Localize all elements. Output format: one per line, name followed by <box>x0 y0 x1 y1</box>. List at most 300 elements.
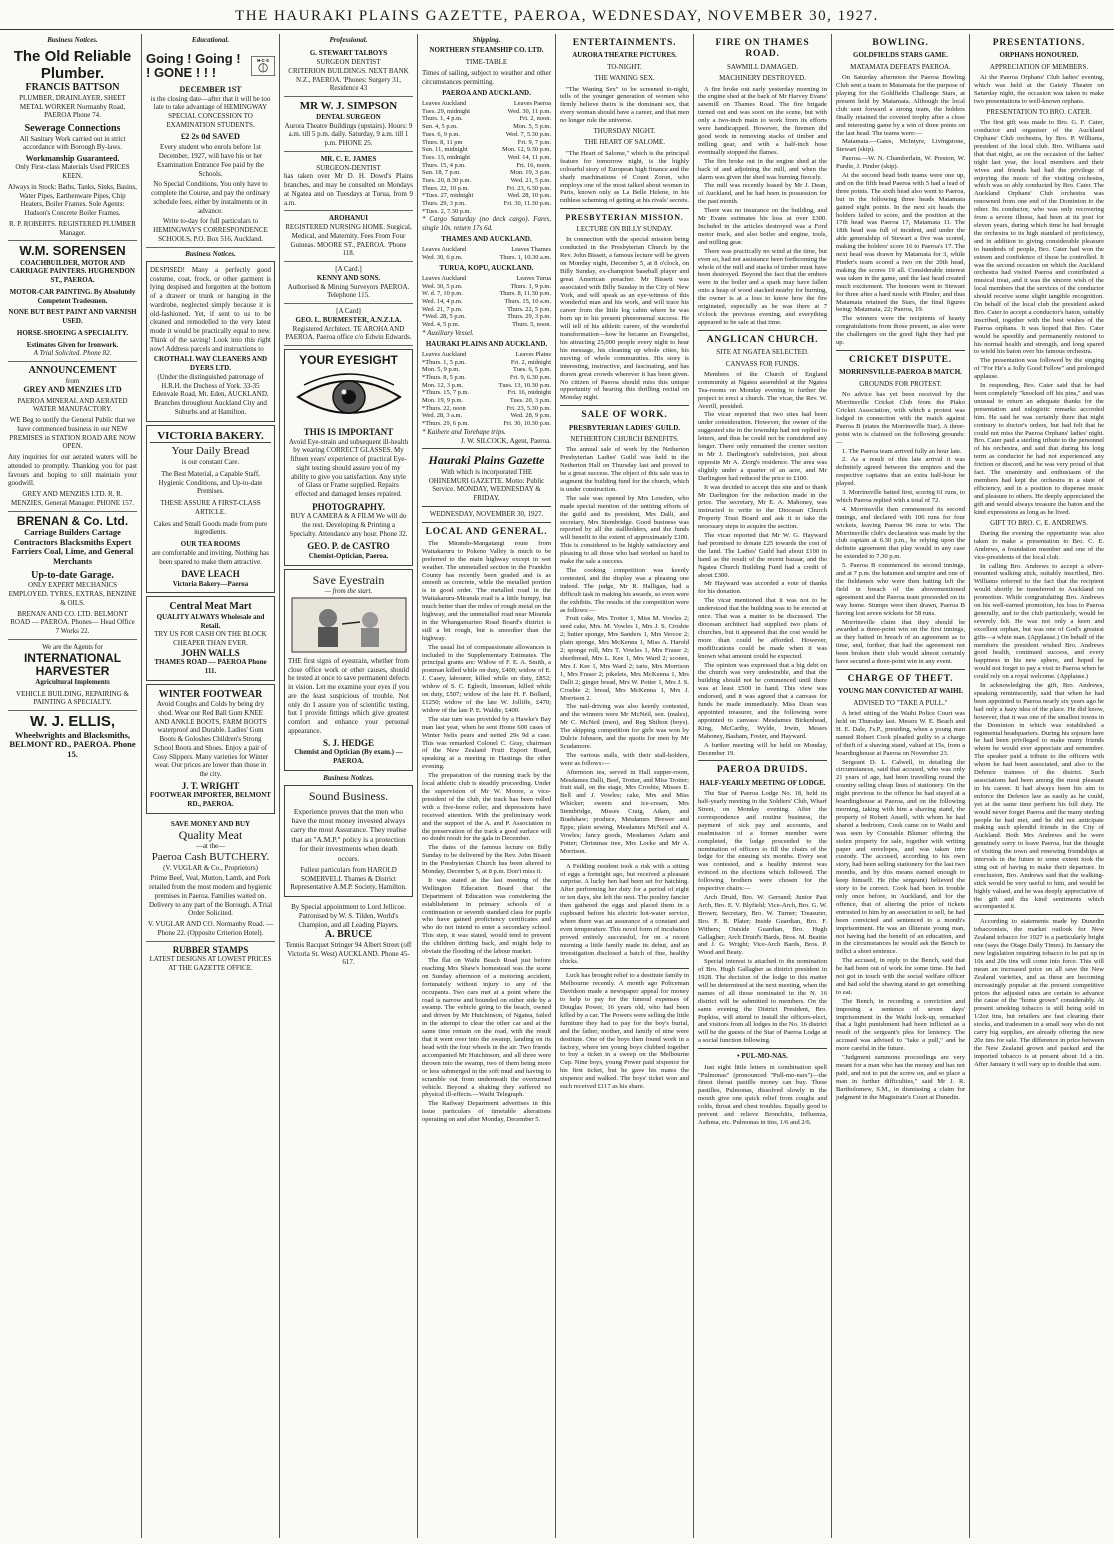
kenny-body: Authorised & Mining Surveyors PAEROA. Telephone 115. <box>287 282 410 300</box>
schedule-cell: Wed. 30, 11 p.m. <box>507 107 551 115</box>
card-label: [A Card.] <box>335 265 362 274</box>
brenan-address: BRENAN AND CO. LTD. BELMONT ROAD — PAEROA. Phones— Head Office 7 Works 22. <box>10 609 135 636</box>
schedule-row <box>422 306 551 314</box>
schedule-cell: Fri. 16, noon. <box>516 161 551 169</box>
news-paragraph: During the evening the opportunity was also taken to make a presentation to Bro. C. E. Andrews, a foundation member and one of the vice-presidents of the local club. <box>974 529 1104 561</box>
gazette-sub: With which is incorporated THE OHINEMURI GAZETTE. Motto: Public Service. MONDAY, WEDNESDAY & FRIDAY. <box>428 467 545 502</box>
cricket-body <box>836 391 965 666</box>
wright-address: FOOTWEAR IMPORTER, BELMONT RD., PAEROA. <box>150 791 271 809</box>
divider <box>698 330 827 331</box>
schedule-cell: *Thurs. 8, 5 p.m. <box>422 374 466 382</box>
schedule-cell: Wed. 21, 5 p.m. <box>510 176 551 184</box>
news-paragraph: The annual sale of work by the Netherton Presbyterian Ladies' Guild was held in the Netherton Hall on Thursday last and proved to be a great success. The object of this sale was to augment the building fund for the church, which is under construction. <box>560 446 689 493</box>
sound-body: Experience proves that the men who have the most money invested always carry the most Assurance. They realise that an "A.M.P." policy is a protection for their investments when death occurs. <box>290 806 407 863</box>
fire-body <box>698 86 827 327</box>
news-paragraph: It was decided to accept this site and to thank Mr Darlington for the reduction made in the price. The secretary, Mr E. A. Mahoney, was instructed to write to the Diocesan Church Property Trust Board and ask it to take the necessary steps to acquire the section. <box>698 483 827 531</box>
news-paragraph: The Bench, in recording a conviction and imposing a sentence of seven days' imprisonment in the Waihi lock-up, remarked that a light punishment had been inflicted as a result of the sergeant's plea for leniency. The accused was advised to "take a pull," and be more careful in the future. <box>836 997 965 1053</box>
schedule-cell: Mon. 19, 3 p.m. <box>509 169 551 177</box>
news-paragraph: The vicar mentioned that it was not to be understood that the building was to be erected at once. That was a matter to be discussed. The diocesan architect had supplied two plans of churches, but it appeared that the cost would be more than could be afforded. However, modifications could be made when it was known what amount could be expected. <box>698 597 827 660</box>
thursday-subhead: THURSDAY NIGHT. <box>593 127 656 136</box>
column-presentations <box>970 34 1108 1538</box>
schedule-row <box>422 359 551 367</box>
news-paragraph: There was practically no wind at the time, but even so, had not assistance been forthcoming the whole of the mill and stacks of timber must have been destroyed. Beyond the fact that the embers were in the boiler and a spark may have fallen onto a heap of wood stacked nearby for burning, the owner is at a loss to know how the fire originated, especially as he was there at 7 o'clock the previous evening, and everything appeared to be safe at that time. <box>698 247 827 326</box>
divider <box>422 506 551 507</box>
schedule-row <box>422 351 551 359</box>
schedule-cell: *Thurs. 29, 6 p.m. <box>422 420 470 428</box>
schedule-cell: Leaves Auckland <box>422 100 467 108</box>
bread-body: The Best Material, a Capable Staff, Hygienic Conditions, and Up-to-date Premises. <box>158 469 263 496</box>
schedule-row <box>422 275 551 283</box>
news-paragraph: Special interest is attached to the nomination of Bro. Hugh Gallagher as district president in 1928. The decision of the lodge in this matter will be determined at the next meeting, when the names of all those nominated in the N. 16 district will be submitted to members. On the same evening the District President, Bro. Popkiss, will attend to install the officers-elect, and visitors from all lodges in the No. 16 district will be the guests of the Star of Paeroa Lodge at a social function following. <box>698 958 827 1045</box>
advised-subhead: ADVISED TO "TAKE A PULL." <box>853 698 948 707</box>
aurora-subhead: AURORA THEATRE PICTURES. <box>572 51 677 60</box>
crothall-advert <box>146 261 275 422</box>
wright-name: J. T. WRIGHT <box>181 780 240 791</box>
quality-title: Quality Meat <box>178 827 243 842</box>
butchery-title: Paeroa Cash BUTCHERY. <box>151 851 270 864</box>
save-eyestrain-body: THE first signs of eyestrain, whether from close office work or other causes, should be tested at once to save permanent defects in vision. Let me examine your eyes if you are the least suspicious of trouble. Not only do I assure you of scientific testing, but I provide fittings which give greatest comfort and enhance your personal appearance. <box>288 656 409 735</box>
news-paragraph: No advice has yet been received by the Morrinsville Cricket Club from the Piako Cricket Association, with which a protest was lodged in connection with the match against Paeroa B (states the Morrinsville Star). A three-point win is claimed on the following grounds:— <box>836 391 965 446</box>
arohanui-advert <box>284 211 413 262</box>
column-heading: Educational. <box>191 36 230 44</box>
first-class-line: THESE ASSURE A FIRST-CLASS ARTICLE. <box>160 499 261 516</box>
machinery-subhead: MACHINERY DESTROYED. <box>719 74 806 83</box>
paint-line: NONE BUT BEST PAINT AND VARNISH USED. <box>8 308 137 326</box>
divider <box>974 914 1104 915</box>
winter-footwear-advert <box>146 684 275 814</box>
schedule-cell: Wed. 7, 5.30 p.m. <box>505 130 551 138</box>
news-paragraph: The opinion was expressed that a big debt on the church was very undesirable, and that the building should not be commenced until there was at least £500 in hand. This view was endorsed, and it was agreed that a canvass for funds be made immediately. Miss Dean was appointed treasurer, and the following were appointed to canvass: Mesdames Birkenhead, King, McCarthy, Wylde, Irwin, Messrs Mahoney, Basham, Foster, and Hayward. <box>698 661 827 740</box>
james-advert <box>284 152 413 212</box>
announce-from: from <box>65 376 80 385</box>
shipping-agent: J. W. SILCOCK, Agent, Paeroa. <box>460 436 551 445</box>
schedule-cell: Fri. 2, noon. <box>519 115 551 123</box>
divider <box>698 1048 827 1049</box>
fire-headline: FIRE ON THAMES ROAD. <box>715 38 810 60</box>
eyesight-title: YOUR EYESIGHT <box>299 353 398 368</box>
brenan-body: Carriage Builders Cartage Contractors Blacksmiths Expert Farriers Coal, Lime, and General Merchants <box>11 526 134 567</box>
despised-body: DESPISED! Many a perfectly good costume, coat, frock, or other garment is lying despised and forgotten at the bottom of a drawer or trunk or hanging in the wardrobe, neglected simply because it is old-fashioned. Yet, if sent to us to be cleaned and remodelled to the very latest mode it would be practically equal to new. Think of the saving! Look into this right now! Address parcels and instructions to <box>150 265 271 353</box>
schedule-row <box>422 146 551 154</box>
schedule-cell: Tues. 13, midnight <box>422 153 471 161</box>
schedule-row <box>422 108 551 116</box>
schedule-cell: Leaves Plains <box>515 350 551 358</box>
sawmill-subhead: SAWMILL DAMAGED. <box>726 62 799 71</box>
schedule-cell: Fri. 16, midnight <box>507 389 551 397</box>
column-sport <box>832 34 970 1538</box>
optician-illustration-icon <box>290 596 408 654</box>
schedule-cell: Fri. 2, midnight <box>510 358 551 366</box>
andrews-subhead: GIFT TO BRO. C. E. ANDREWS. <box>990 518 1088 527</box>
pulmonas-body: Just eight little letters in combination spell "Pulmonas" (pronounced "Pull-mo-nars")—the finest throat pastille money can buy. These pastilles, Pulmonas, dissolved slowly in the mouth give one quick relief from coughs and colds, throat and chest troubles. Equally good to prevent and relieve Bronchitis, Influenza, Asthma, etc. Pulmonas in tins, 1/6 and 2/6. <box>698 1063 827 1126</box>
news-paragraph: In acknowledging the gift, Bro. Andrews, speaking reminiscently, said that when he had been appointed to Paeroa nearly six years ago he had only a hazy idea of the place. He did know, however, that it was one of the smallest towns in the Dominion in which was established a regimental headquarters. During his sojourn here he had been privileged to make many friends whom he would ever appreciate and remember. The speaker paid a tribute to the officers with whom he had been associated, and also to the Defence trainees of the district. Such associations had been among the most pleasant in his career. It had always been his aim to enforce the Defence law as easily as he could, yet at the same time perform his full duty. He would never forget Paeroa and the many sterling people he had met, and he did not anticipate making such splendid friends in the City of Auckland. Both Mrs Andrews and he were genuinely sorry to leave Paeroa, but the thought of visiting the town and renewing friendships at intervals in the future to some extent took the sting out of having to make their departure. In conclusion, Bro. Andrews said that the walking-stick would be very useful to him, and would be highly valued, and he was deeply appreciative of the gift and the kind sentiments which accompanied it. <box>974 682 1104 911</box>
burmester-body: Registered Architect. TE AROHA AND PAEROA. Paeroa office c/o Edwin Edwards. <box>285 324 412 342</box>
burmester-name: GEO. L. BURMESTER, A.N.Z.I.A. <box>295 315 402 324</box>
schedule-cell: Fri. 9, 6.30 p.m. <box>509 374 551 382</box>
masthead: THE HAURAKI PLAINS GAZETTE, PAEROA, WEDNESDAY, NOVEMBER 30, 1927. <box>0 8 1114 30</box>
presbyterian-headline: PRESBYTERIAN MISSION. <box>565 213 684 223</box>
news-paragraph: The various stalls, with their stall-holders, were as follows:— <box>560 751 689 767</box>
plumber-body: PLUMBER, DRAINLAYER, SHEET METAL WORKER Normanby Road, PAEROA Phone 74. <box>19 93 126 120</box>
schedule-row <box>422 154 551 162</box>
sound-title: Sound Business. <box>308 788 389 803</box>
schedule-row <box>422 185 551 193</box>
route-schedule <box>422 275 551 329</box>
news-paragraph: The fire broke out in the engine shed at the back of and adjoining the mill, and when the alarm was given the shed was burning fiercely. <box>698 157 827 181</box>
schedule-cell: Wed. 4, 5 p.m. <box>422 321 460 329</box>
schedule-cell: Leaves Auckland <box>422 350 467 358</box>
schedule-cell: Tues. 20, 3 p.m. <box>509 397 551 405</box>
schedule-row <box>422 382 551 390</box>
schedule-row <box>422 412 551 420</box>
canvass-subhead: CANVASS FOR FUNDS. <box>725 359 800 368</box>
bread-title: Your Daily Bread <box>171 445 250 458</box>
schedule-cell: Tues. 6, 9 p.m. <box>422 130 460 138</box>
salome-body: "The Heart of Salome," which is the principal feature for tomorrow night, is the highly colourful story of European high finance and the shady machinations of Count Zoron, who employs one of the most talked about women in Paris, known only as La Belle Helene, in his ruthless scheming of getting at his rivals' secrets. <box>560 149 690 205</box>
schedule-cell: Wed. 14, 11 p.m. <box>507 153 551 161</box>
news-paragraph: "Judgment summons proceedings are very meant for a man who has the money and has not paid, and not to put the screw on, and so place a man in further difficulties," said Mr J. R. Bartholomew, S.M., in dismissing a claim for judgment in the Magistrate's Court at Dunedin. <box>836 1054 965 1101</box>
schedule-cell: Thurs. 22, 10 p.m. <box>422 184 470 192</box>
news-paragraph: Mr Hayward was accorded a vote of thanks for his donation. <box>698 580 827 596</box>
tobacco-body: According to statements made by Dunedin tobacconists, the market outlook for New Zealand tobacco for 1927 is a particularly bright one (says the Otago Daily Times). In January the new legislation requiring tobacco to be put up in 10s and 20s tins will come into force. This will mean an increased price on all save the New Zealand varieties, and as these are becoming increasingly popular at the present competitive prices the adjusted rates are certain to advance the cause of the "home grown" considerably. At present smoking tobacco is still being sold in 1/2oz tins, but retailers are fast clearing their stocks, and tradesmen in a small way who do not carry big supplies, are already offering the new 20z tins for sale. The difference in price between the New Zealand grown and packed and the imported tobacco is at present about 1d a tin. After January it will vary up to double that sum. <box>974 918 1104 1068</box>
card-label: [A Card] <box>336 307 361 316</box>
schedule-cell: Wed. 28, 9 p.m. <box>510 412 551 420</box>
lecture-subhead: LECTURE ON BILLY SUNDAY. <box>576 224 673 233</box>
walls-address: THAMES ROAD — PAEROA Phone 111. <box>154 658 267 675</box>
news-paragraph: The vicar reported that two sites had been under consideration. However, the owner of the suggested site in the township had not replied to letters, and thus he could not be considered any longer. There only remained the corner section in Mr J. Darlington's subdivision, just about opposite Mr A. Ziorg's residence. The area was slightly under a quarter of an acre, and Mr Darlington had reduced the price to £100. <box>698 411 827 482</box>
brenan-advert <box>8 512 137 640</box>
horse-line: HORSE-SHOEING A SPECIALITY. <box>16 328 129 337</box>
estimates-line: Estimates Given for Ironwork. <box>26 340 119 349</box>
schedule-cell: Tues. 6, 5 p.m. <box>513 366 551 374</box>
simpson-sub: DENTAL SURGEON <box>316 112 381 121</box>
simpson-body: Aurora Theatre Buildings (upstairs). Hours: 9 a.m. till 5 p.m. daily. Saturday, 9 a.m. till 1 p.m. PHONE 25. <box>284 121 413 148</box>
garage-title: Up-to-date Garage. <box>31 569 114 581</box>
hemingway-body: No Special Conditions. You only have to complete the Course, and pay the ordinary schedule fees, either by instalments or in advance. <box>151 180 270 215</box>
column-professional <box>280 34 418 1538</box>
schedule-cell: *Tues. 2, 7.30 p.m. <box>422 207 472 215</box>
luck-body: Luck has brought relief to a destitute family in Melbourne recently. A month ago Policeman Davidson made a newspaper appeal for money to help to pay for the funeral expenses of Douglas Power, 16 years old, who had been killed by a car. The Powers were selling the little furniture they had to pay for the boy's burial, and the father, mother, and family of nine were destitute. One of the boys then found work in a factory, where ten young boys clubbed together to buy a ticket in a sweep on the Melbourne Cup. Nine boys, young Power paid sixpence for his first ticket, but he gave his mates the sixpence and walked. The boys' ticket won and each received £117 as his share. <box>560 972 689 1091</box>
news-paragraph: The first gift was made to Bro. G. F. Cater, conductor and organiser of the Auckland Orphans' Club orchestra, by Bro. P. Williams, president of the local club. Bro. Williams said that that night, as on the occasion of the ladies' night last year, the local members and their wives and friends had had the privilege of enjoying the music of the visiting orchestra, which was so ably conducted by Bro. Cater. The Auckland Orphans' Club orchestra was renowned from one end of the Dominion to the other. Its conductor, who was only recovering from a severe illness, had been at its post for eleven years, during which time he had brought the orchestra to its high standard of proficiency, and in addition to giving considerable pleasure to hundreds of people, Bro. Cater had won the esteem and confidence of those he controlled. It was the second occasion on which the Auckland orchestra had visited Paeroa and contributed a musical treat, and it was the sincere wish of the local members that the services of the conductor should receive some slight tangible recognition. On behalf of the local club the president asked Bro. Cater to accept a conductor's baton, suitably inscribed, together with the best wishes of the Paeroa orphans. It was hoped that Bro. Cater would be speedily and permanently restored to his normal health and strength, and long spared to wield his baton over his famous orchestra. <box>974 119 1104 356</box>
schedule-cell: Leaves Auckland <box>422 246 467 254</box>
arohanui-body: REGISTERED NURSING HOME. Surgical, Medical, and Maternity. Fees From Four Guineas. MOORE ST., PAEROA. 'Phone 118. <box>285 223 412 258</box>
news-paragraph: 1. The Paeroa team arrived fully an hour late. <box>842 447 962 455</box>
news-paragraph: The dates of the famous lecture on Billy Sunday to be delivered by the Rev. John Bissett in the Presbyterian Church has been altered to Monday, December 5, at 8 p.m. Don't miss it. <box>422 844 551 876</box>
news-paragraph: The Railway Department advertises in this issue particulars of timetable alterations operating on and after Monday, December 5. <box>422 1100 551 1124</box>
schedule-cell: Thurs. 1, 10.30 a.m. <box>499 253 551 261</box>
schedule-cell: Wed. 28, 3 a.m. <box>422 412 463 420</box>
amp-advert <box>284 785 413 897</box>
winter-body: Avoid Coughs and Colds by being dry shod. Wear our Red Ball Gum KNEE AND ANKLE BOOTS, FARM BOOTS waterproof and Durable. Ladies' Gum Boots & Goloshes Children's Strong School Boots and Shoes. Enjoy a pair of Cosy Slippers. Many varieties for Winter wear. Our prices are lower than those in the city. <box>152 700 269 779</box>
druids-body <box>698 790 827 1045</box>
james-body: has taken over Mr D. H. Dowd's Plains branches, and may be consulted on Mondays at Ngatea and on Tuesdays at Turua, from 9 a.m. <box>284 172 413 207</box>
defeats-subhead: MATAMATA DEFEATS PAEROA. <box>850 62 951 71</box>
crothall-title: CROTHALL WAY CLEANERS AND DYERS LTD. <box>153 355 268 373</box>
schedule-cell: Thurs. 29, 3 p.m. <box>422 200 466 207</box>
schedule-cell: Mon. 5, 5 p.m. <box>513 123 551 131</box>
plumber-name: FRANCIS BATTSON <box>25 82 120 94</box>
schedule-cell: Leaves Paeroa <box>513 100 551 108</box>
victoria-title: VICTORIA BAKERY. <box>150 430 271 444</box>
schedule-cell: Thurs. 15, 10 a.m. <box>504 298 551 306</box>
schedule-cell: Wed. 14, 4 p.m. <box>422 298 463 306</box>
schedule-row <box>422 246 551 254</box>
news-paragraph: The mill was recently leased by Mr J. Dean, of Auckland, and he had been in possession for the past month. <box>698 182 827 206</box>
hedge-sub: Chemist and Optician (By exam.) — PAEROA. <box>294 748 403 765</box>
column-heading: Professional. <box>329 36 368 44</box>
hemingway-body: Every student who enrols before 1st December, 1927, will have his or her Examination Entrance Fee paid by the Schools. <box>156 143 265 178</box>
column-heading: Business Notices. <box>323 773 374 782</box>
news-paragraph: The star turn was provided by a Hawke's Bay man last year, when he sent Home 600 cases of Winter Nelis pears and netted 29s 9d a case. This was remarked Colonel C. Gray, chairman of the New Zealand Fruit Export Board, speaking at a meeting in Hastings the other evening. <box>422 715 551 771</box>
hemingway-body: Write to-day for full particulars to HEMINGWAY'S CORRESPONDENCE SCHOOLS, P.O. Box 516, Auckland. <box>153 217 268 243</box>
schedule-cell: W. d. 7, 10 p.m. <box>422 290 463 298</box>
gazette-date: WEDNESDAY, NOVEMBER 30, 1927. <box>429 509 544 518</box>
news-paragraph: There was no insurance on the building, and Mr Evans estimates his loss at over £300. Included in the articles destroyed was a Ford motor truck, and also boiler and engine, tools, and milling gear. <box>698 207 827 246</box>
waning-subhead: THE WANING SEX. <box>594 74 655 83</box>
schedule-cell: Fri. 30, 11.30 p.m. <box>503 200 551 207</box>
schedule-row <box>422 208 551 216</box>
hemingway-body: is the closing date—after that it will be too late to take advantage of HEMINGWAY SPECIAL CONCESSION TO EXAMINATION STUDENTS. <box>150 94 271 129</box>
meat-mart-advert <box>146 596 275 680</box>
rubber-stamps-advert <box>146 942 275 976</box>
simpson-name: MR W. J. SIMPSON <box>299 100 398 113</box>
schedule-row <box>422 283 551 291</box>
tonight-subhead: TO-NIGHT. <box>607 62 642 71</box>
guild-subhead: PRESBYTERIAN LADIES' GUILD. <box>568 423 681 432</box>
anglican-body <box>698 371 827 758</box>
harvester-pre: We are the Agents for <box>42 642 103 651</box>
news-paragraph: Arch Druid, Bro. W. Gerrand; Junior Past Arch, Bro. E. V. Blyfield; Vice-Arch, Bro. G. W. Brown; Secretary, Bro. W. Turner; Treasurer, Bro. F. B. Plater; Inside Guardian, Bro. F. Withers; Outside Guardian, Bro. Hugh Gallagher; Arch Druid's Bards, Bros. M. Beattie and J. G. Wright; Vice-Arch Bards, Bros. P. Wood and Beaty. <box>698 893 827 957</box>
photography-title: PHOTOGRAPHY. <box>312 501 385 512</box>
arohanui-title: AROHANUI <box>329 214 368 223</box>
hcs-text: H·C·S <box>257 58 269 64</box>
schedule-row <box>422 162 551 170</box>
schedule-cell: Thurs. 29, 3 p.m. <box>507 313 551 321</box>
hemingway-advert <box>146 46 275 247</box>
schedule-cell: *Tues. 27, midnight <box>422 192 474 200</box>
talboys-name: G. STEWART TALBOYS <box>309 49 388 58</box>
announce-body: PAEROA MINERAL AND AERATED WATER MANUFACTORY. <box>17 396 128 414</box>
schedule-cell: Sun. 4, 5 p.m. <box>422 123 458 131</box>
appreciation-subhead: APPRECIATION OF MEMBERS. <box>989 62 1089 71</box>
site-subhead: SITE AT NGATEA SELECTED. <box>716 348 809 357</box>
waning-body: "The Waning Sex" to be screened to-night, tells of the younger generation of women who firmly believe theirs is the dominant sex, that every woman should have a career, and that men no longer rule the universe. <box>560 85 689 125</box>
news-paragraph: A brief sitting of the Waihi Police Court was held on Thursday last. Messrs W. E. Beach and H. E. Dale, J's.P., presiding, when a young man named Robert Cook pleaded guilty to a charge of theft of a shaving stand, valued at 15s, from a boardinghouse at Paeroa on November 23. <box>836 710 965 757</box>
schedule-cell: *Wed. 28, 5 p.m. <box>422 313 466 321</box>
schedule-row <box>422 177 551 185</box>
news-paragraph: Paeroa.—W. N. Chamberlain, W. Preston, W. Purdie, J. Pinder (skip). <box>836 155 965 171</box>
news-paragraph: Afternoon tea, served in Hall supper-room, Mesdames Dalli, Beel, Trotter, and Miss Trotter; fruit stall, on the stage, Mrs Crosbie, Misses E. Bell and J. Vowles; cake, Mrs and Miss Whicker; sweets and ice-cream, Mrs Stembridge, Misses Craig, Adam, and Bradshaw; produce, Mesdames Brewer and Epps; plain sewing, Mesdames McNeil and A. Vowles; fancy goods, Mesdames Adam and Potter; Christmas tree, Mrs Locke and Mr A. Morrison. <box>560 768 689 855</box>
timetable-title: TIME-TABLE <box>465 57 508 66</box>
schedule-row <box>422 389 551 397</box>
bowling-body <box>836 74 965 347</box>
schedule-cell: Thurs. 22, 5 p.m. <box>507 305 551 313</box>
ellis-body: Wheelwrights and Blacksmiths, BELMONT RD., PAEROA. Phone 15. <box>9 729 136 760</box>
announce-body: Any inquiries for our aerated waters will be attended to promptly. Thanking you for past favours and hoping to still maintain your goodwill. <box>8 453 137 488</box>
leach-name: DAVE LEACH <box>181 569 240 580</box>
divider <box>422 448 551 449</box>
sewerage-body: All Sanitary Work carried out in strict accordance with Borough By-laws. <box>19 134 126 152</box>
bruce-body: Tennis Racquet Stringer 94 Albert Street (off Victoria St. West) AUCKLAND. Phone 45-617. <box>285 940 412 967</box>
schedule-row <box>422 313 551 321</box>
schedule-row <box>422 321 551 329</box>
schedule-row <box>422 405 551 413</box>
divider <box>560 405 689 406</box>
schedule-cell: *Thurs. 1, 5 p.m. <box>422 358 466 366</box>
route-title: TURUA, KOPU, AUCKLAND. <box>439 263 534 272</box>
schedule-cell: Fri. 23, 6.30 p.m. <box>506 184 551 192</box>
manager-line: R. P. ROBERTS. REGISTERED PLUMBER Manager. <box>9 219 136 237</box>
pulmonas-subhead: • PUL-MO-NAS. <box>737 1052 788 1061</box>
presentations-intro: At the Paeroa Orphans' Club ladies' evening, which was held at the Gaiety Theatre on Saturday night, the occasion was taken to make two presentations to well-known orphans. <box>974 74 1104 105</box>
divider <box>422 522 551 523</box>
route-title: THAMES AND AUCKLAND. <box>441 234 532 243</box>
column-shipping <box>418 34 556 1538</box>
orphans-subhead: ORPHANS HONOURED. <box>999 51 1079 60</box>
meat-sub: QUALITY ALWAYS Wholesale and Retail. <box>156 612 265 630</box>
schedule-row <box>422 139 551 147</box>
schedule-cell: Wed. 30, 5 p.m. <box>422 282 463 290</box>
announce-sign: GREY AND MENZIES LTD. R. R. MENZIES, General Manager. PHONE 157. <box>10 490 135 507</box>
schedule-cell: Sun. 18, 7 p.m. <box>422 169 461 177</box>
protest-subhead: GROUNDS FOR PROTEST. <box>859 379 942 388</box>
schedule-cell: Leaves Auckland <box>422 275 467 283</box>
route-note: * Kaihere and Torehape trips. <box>422 427 506 436</box>
route-title: HAURAKI PLAINS AND AUCKLAND. <box>425 339 548 348</box>
news-paragraph: 4. Morrinsville then commenced its second innings, and declared with 106 runs for four wickets, leaving Paeroa 96 runs to win. The Morrinsville club's declaration was made by the club captain at 6.30 p.m., he relying upon the definite agreement that play would in any case be extended to 7.30 p.m. <box>836 505 965 561</box>
hedge-name: S. J. HEDGE <box>322 737 374 748</box>
druids-headline: PAEROA DRUIDS. <box>716 765 809 776</box>
sale-headline: SALE OF WORK. <box>581 410 668 421</box>
schedule-cell: Mon. 12, 9.30 p.m. <box>502 146 551 154</box>
sorensen-body: COACHBUILDER, MOTOR AND CARRIAGE PAINTERS. HUGHENDON ST., PAEROA. <box>10 258 135 285</box>
column-business-notices <box>4 34 142 1538</box>
news-paragraph: 2. As a result of this late arrival it was definitely agreed between the umpires and the respective captains that an extra half-hour be played. <box>836 456 965 488</box>
news-paragraph: On Saturday afternoon the Paeroa Bowling Club sent a team to Matamata for the purpose of playing for the Goldfields Challenge Stars, at present held by Matamata. Although the local club sent forward a strong team, the holders finally retained the coveted trophy after a close and interesting game by a win of three points on the last head. The teams were:— <box>836 74 965 137</box>
column-fire-news <box>694 34 832 1538</box>
schedule-cell: Tues. 20, 8.30 p.m. <box>422 176 472 184</box>
december-line: DECEMBER 1ST <box>179 85 242 95</box>
local-news-body <box>422 540 551 1124</box>
andrews-body <box>974 530 1104 912</box>
news-paragraph: At the second head both teams were one up, and on the fifth head Paeroa with 5 had a lead of three points. The sixth head also went to Paeroa, but in the following three heads Matamata gained eight points. In the next six heads the holders failed to score, and the position at the 17th head was Paeroa 17, Matamata 11. The 18th head was full of incident, and under the able generalship of Stewart a five was scored, making the holders' score 16 to Paeroa's 17. The next head was drawn by Matamata for 3, while Pinder's team scored a two on the 20th head, making the scores 19 all. Considerable interest was taken in the game, and the last head created much excitement. The honours went to Stewart for three after a hard tussle with Pinder, and thus Matamata retained the Stars, the final figures being: Matamata, 22; Paeroa, 19. <box>836 172 965 314</box>
schedule-cell: Wed. 30, 6 p.m. <box>422 253 463 261</box>
bread-sub: is our constant Care. <box>181 458 240 467</box>
news-paragraph: Matamata.—Gates, McIntyre, Livingstone, Stewart (skip). <box>836 138 965 154</box>
brenan-title: BRENAN & Co. Ltd. <box>16 513 129 528</box>
news-paragraph: 3. Morrinsville batted first, scoring 61 runs, to which Paeroa replied with a total of 72. <box>836 489 965 504</box>
news-paragraph: Sergeant D. L. Calwell, in detailing the circumstances, said that accused, who was only 21 years of age, had been travelling round the country selling cheap lines of stationery. On the night previous to the offence he had stayed at a boardinghouse at Paeroa, and on the following morning, taking with him a shaving stand, the property of Robert Ansell, with whom he had shared a bedroom, Cook came on to Waihi and was seen by Constable Blumer offering the stolen property for sale, together with writing paper and envelopes, and was taken into custody. The accused, according to his own story, had been selling stationery for the last two months, and by this means earned enough to keep himself. He (the sergeant) believed the story to be correct. Cook had been in trouble only once before, in Auckland, and for the offence, that of altering the price of tickets entrusted to him by an association to sell, he had been convicted and sentenced to a month's imprisonment. He was an illiterate young man, not having had the benefit of an education, and in the circumstances he would ask the Bench to inflict a short sentence. <box>836 758 965 956</box>
tearooms-title: OUR TEA ROOMS <box>180 540 241 549</box>
news-paragraph: A fire broke out early yesterday morning in the engine shed at the back of Mr Harvey Evans' sawmill on Thames Road. The fire brigade turned out and was soon on the scene, but with only a two-inch main to work from its efforts were handicapped. However, the firemen did good work in removing stacks of timber and milling gear, and with a half-inch hose eventually stopped the flames. <box>698 85 827 156</box>
schedule-row <box>422 200 551 208</box>
schedule-row <box>422 366 551 374</box>
news-paragraph: The flat on Waihi Beach Road just before reaching Mrs Shaw's homestead was the scene on Sunday afternoon of a motoring accident, fortunately without injury to any of the occupants. Two cars met at a point where the road is narrow and bounded on either side by a swamp. The vehicle going to the beach, owned and driven by Mr Hutchinson, of Ngatea, failed in the attempt to clear the other car and at the same time remain on the road, with the result that it went over into the swamp, landing on its head with the four wheels in the air. Two friends accompanied Mr Hutchinson, and all three were thrown into the swamp, two of them being more or less submerged in the soft mud and having to scramble out from underneath the overturned vehicle. Beyond a shaking they suffered no physical ill-effects.—Waihi Telegraph. <box>422 957 551 1099</box>
stock-line: Always in Stock: Baths, Tanks, Sinks, Basins, Water Pipes, Earthenware Pipes, Chip Heaters, Boiler Frames. Sole Agents: Hudson's Concrete Boiler Frames. <box>8 182 137 218</box>
schedule-cell: Thurs. 1, 9 p.m. <box>510 282 551 290</box>
motorcar-line: MOTOR-CAR PAINTING. By Absolutely Competent Tradesmen. <box>9 287 136 305</box>
theft-body <box>836 710 965 1101</box>
james-name: MR. C. E. JAMES <box>320 154 377 163</box>
castro-name: GEO. P. de CASTRO <box>307 541 390 552</box>
news-paragraph: Fruit cake, Mrs Trotter 1, Miss M. Vowles 2; seed cake, Mrs. M. Vowles 1, Mrs J. S. Crosbie 2; butter sponge, Mrs Sanders 1, Mrs Vercoe 2; plain sponge, Mrs McKenna 1, Miss A. Harold 2; sponge roll, Mrs T. Vowles 1, Mrs Fraser 2; shortbread, Mrs L. Kee 1, Mrs Ward 2; scones, Mrs J. Kee 1, Mrs Ward 2; tarts, Mrs Morrison 1, Mrs Fraser 2; pikelets, Mrs McKenna 1, Mrs Dalli 2; ginger bread, Mrs W. Potter 1, Mrs J. S. Crosbie 2; bread, Mrs McKenna 1, Mrs J. Morrison 2. <box>560 615 689 702</box>
plumber-title: The Old Reliable Plumber. <box>13 48 132 82</box>
announce-firm: GREY AND MENZIES LTD <box>23 385 122 395</box>
schedule-row <box>422 192 551 200</box>
column-heading: Business Notices. <box>185 249 236 258</box>
schedule-row <box>422 254 551 262</box>
talboys-body: CRITERION BUILDINGS. NEXT BANK N.Z., PAEROA. 'Phones: Surgery 31, Residence 43 <box>288 66 409 93</box>
news-paragraph: The cooking competition was keenly contested, and the display was a pleasing one indeed. The judge, Mr R. Halligan, had a difficult task in making his awards, so even were the exhibits. The results of the competition were as follows:— <box>560 567 689 614</box>
news-paragraph: The presentation was followed by the singing of "For He's a Jolly Good Fellow" and prolonged applause. <box>974 357 1104 381</box>
save-eyestrain-sub: — from the start. <box>324 587 373 596</box>
news-paragraph: Members of the Church of England community at Ngatea assembled at the Ngatea Tea-rooms on Monday evening to further the project to erect a church. The vicar, the Rev. W. Averill, presided. <box>698 370 827 410</box>
walls-name: JOHN WALLS <box>181 647 240 658</box>
schedule-cell: Fri. 30, 10.30 p.m. <box>503 420 551 428</box>
announce-body: WE Beg to notify the General Public that we have commenced business in our NEW PREMISES in STATION ROAD ARE NOW OPEN. <box>9 416 136 451</box>
schedule-row <box>422 123 551 131</box>
column-heading: Business Notices. <box>47 36 98 44</box>
divider <box>836 669 965 670</box>
fielding-body: A Feilding resident took a risk with a sitting of eggs a fortnight ago, but received a pleasant surprise. A lucky hen had been set for hatching. After performing her duty for a period of eight or ten days, she left the nest. The poultry fancier then gathered the eggs and placed them in a cupboard before his electric hot-water service, where there was an assurance of a constant and even temperature. This novel form of incubation proved entirely successful, for on a recent morning a little family made its debut, and an investigation disclosed a batch of fine, healthy chicks. <box>560 862 689 965</box>
schedule-cell: *Thurs. 15, 7 p.m. <box>422 389 470 397</box>
bruce-name: A. BRUCE <box>324 929 373 941</box>
crothall-body: (Under the distinguished patronage of H.R.H. the Duchess of York. 33-35 Edenvale Road, Mt. Eden, AUCKLAND. Branches throughout Auckland City and Suburbs and at Hamilton. <box>152 372 269 416</box>
going-title: Going ! Going ! ! GONE ! ! ! <box>146 51 241 81</box>
anglican-headline: ANGLICAN CHURCH. <box>706 334 819 345</box>
schedule-row <box>422 290 551 298</box>
schedule-cell: Leaves Thames <box>511 246 551 254</box>
eye-illustration-icon <box>294 371 404 423</box>
schedule-row <box>422 420 551 428</box>
burmester-advert <box>284 304 413 346</box>
sorensen-title: W.M. SORENSEN <box>19 243 126 259</box>
schedule-row <box>422 115 551 123</box>
schedule-cell: Leaves Turua <box>516 275 551 283</box>
sorensen-advert <box>8 241 137 362</box>
sewerage-title: Sewerage Connections <box>24 123 121 135</box>
butchery-body: Prime Beef, Veal, Mutton, Lamb, and Pork retailed from the most modern and hygienic premises in Paeroa. Families waited on. Delivery to any part of the Borough. A Trial Order Solicited. <box>148 874 273 918</box>
vuglar-line: (V. VUGLAR & Co., Proprietors) <box>163 863 258 872</box>
divider <box>560 208 689 209</box>
news-paragraph: In calling Bro. Andrews to accept a silver-mounted walking stick, suitably inscribed, Bro. Williams referred to the fact that the recipient would shortly be transferred to Auckland on promotion. While congratulating Bro. Andrews on his well-earned promotion, his loss to Paeroa generally, and to the club particularly, would be severely felt. He was not only a keen and excellent orphan, but was one of God's greatest gifts—a white man. (Applause.) On behalf of the members the president wished Bro. Andrews good health, continued success, and every happiness in his new sphere, and hoped he would not forget to pay a visit to Paeroa when he could rely on a royal welcome. (Applause.) <box>974 562 1104 681</box>
schedule-cell: Tues. 29, midnight <box>422 107 471 115</box>
talboys-advert <box>284 46 413 97</box>
cater-subhead: PRESENTATION TO BRO. CATER. <box>986 107 1092 116</box>
news-paragraph: The accused, in reply to the Bench, said that he had been out of work for some time. He had not got in touch with the social welfare officer and had sold the shaving stand to get something to eat. <box>836 957 965 996</box>
news-paragraph: The Mirando-Mangatangi route from Waitakaruru to Pokeno Valley is much to be preferred to the main highway except in wet weather. The unmetalled section in the Franklin County has recently been graded and is as smooth as concrete, while the metalled portion is in good order. The metalled road in the Waitakaruru-Miranda road is a little bumpy, but much better than the miles of rough metal on the highway, and the unmetalled road near Miranda in the Whangamarino Road Board's district is still a bit rough, but is smoother than the highway. <box>422 539 551 642</box>
simpson-advert <box>284 97 413 152</box>
schedule-cell: *Thurs. 22, noon <box>422 404 466 412</box>
news-paragraph: The nail-driving was also keenly contested, and the winners were Mr McNeil, sen. (males), Mr C. McNeil (men), and Reg Shilton (boys). The skipping competition for girls was won by Dulcie Johnson, and the quoits for men by Mr Scudamore. <box>560 703 689 750</box>
route-schedule <box>422 246 551 261</box>
rubber-title: RUBBER STAMPS <box>172 944 249 955</box>
schedule-cell: Thurs. 1, 4 p.m. <box>422 115 463 123</box>
entertainments-headline: ENTERTAINMENTS. <box>572 38 677 48</box>
column-educational <box>142 34 280 1538</box>
meat-body: TRY US FOR CASH ON THE BLOCK CHEAPER THAN EVER. <box>154 630 267 648</box>
column-entertainments <box>556 34 694 1538</box>
schedule-row <box>422 397 551 405</box>
news-paragraph: The sale was opened by Mrs Lowden, who made special mention of the untiring efforts of the guild and its president, Mrs Dalli, and secretary, Mrs Stembridge. Good business was reported by all the stallholders, and the funds will benefit to the extent of approximately £100. This is considered to be highly satisfactory and pleasing to all those who had worked so hard to make the sale a success. <box>560 494 689 566</box>
half-yearly-subhead: HALF-YEARLY MEETING OF LODGE. <box>699 778 826 787</box>
winter-title: WINTER FOOTWEAR <box>158 688 263 700</box>
salome-subhead: THE HEART OF SALOME. <box>583 138 666 147</box>
rubber-body: LATEST DESIGNS AT LOWEST PRICES AT THE GAZETTE OFFICE. <box>149 955 272 972</box>
news-paragraph: Morrinsville claim that they should be awarded a three-point win on the first innings, as they batted in breach of an agreement as to time, and, further, that had the agreement not been broken their club would almost certainly have secured a three-point win in any event. <box>836 618 965 666</box>
route-schedule <box>422 351 551 428</box>
schedule-cell: Mon. 19, 9 p.m. <box>422 397 464 405</box>
